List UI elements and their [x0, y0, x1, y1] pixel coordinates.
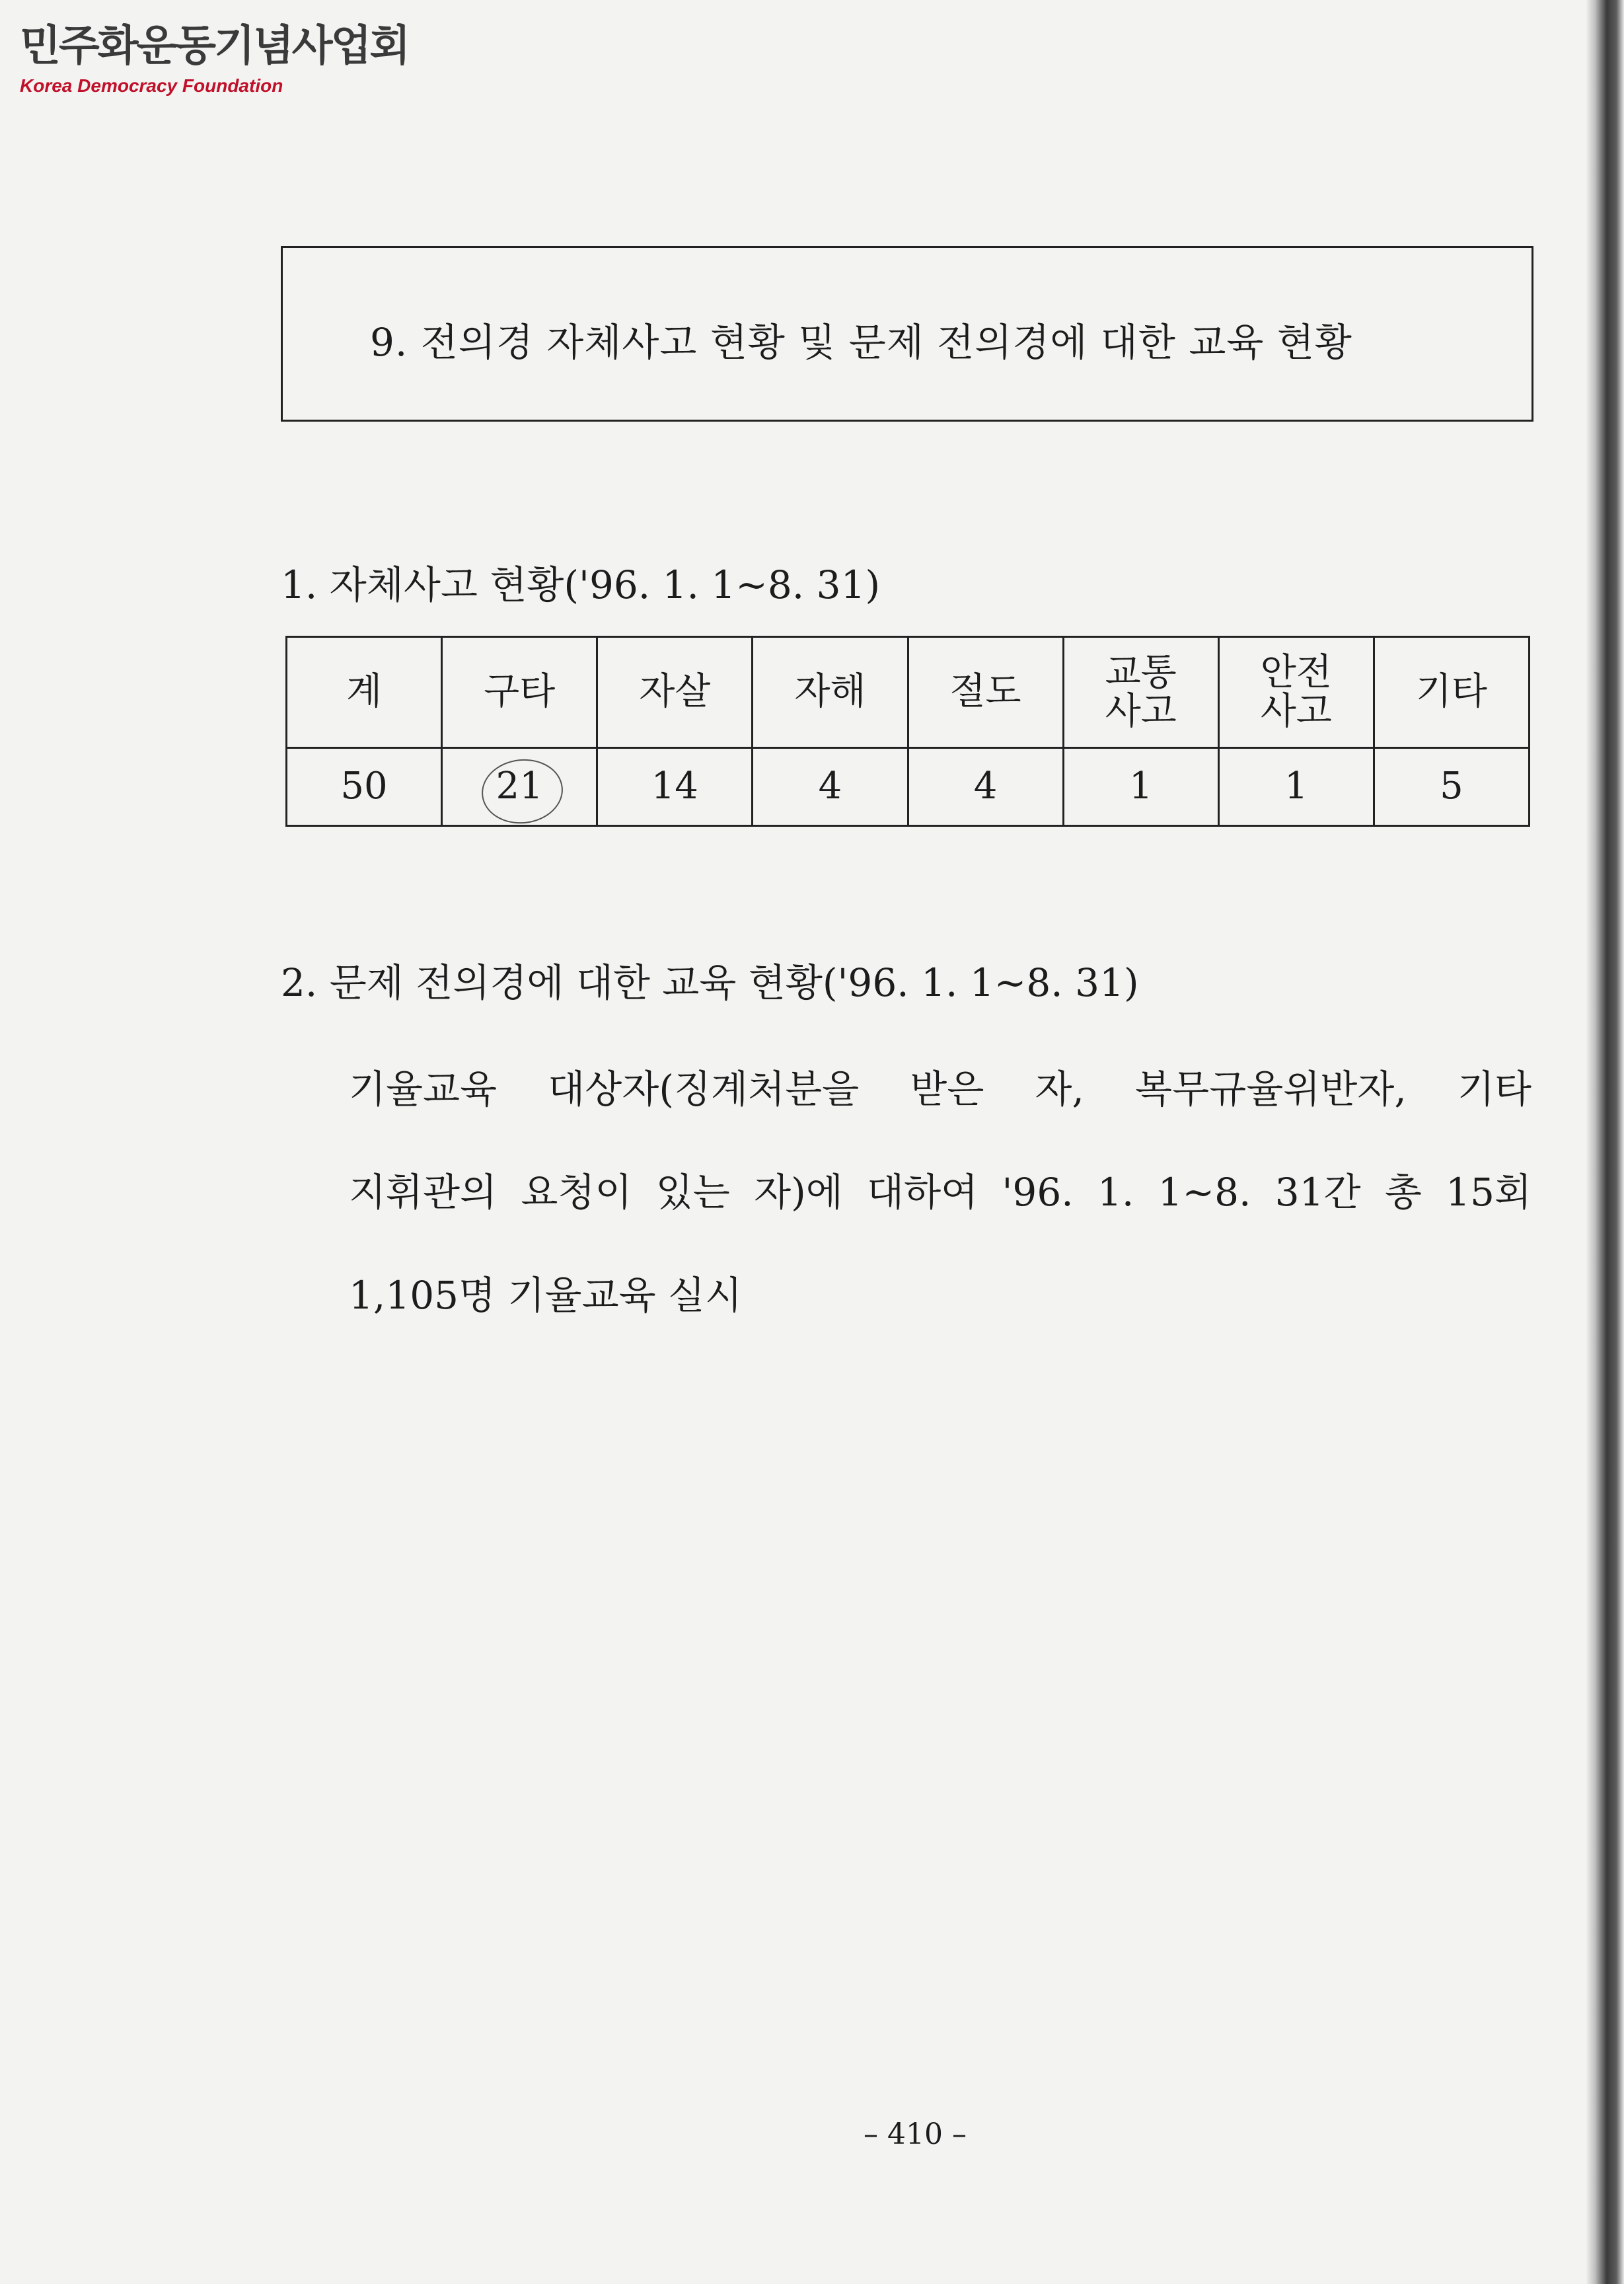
table-value-cell: 14 [597, 748, 753, 826]
paragraph-line: 1,105명 기율교육 실시 [349, 1273, 743, 1318]
section2-paragraph [349, 1038, 1532, 1347]
section1-heading: 1. 자체사고 현황('96. 1. 1~8. 31) [281, 562, 881, 607]
table-value-cell: 4 [753, 748, 908, 826]
table-value-cell: 50 [287, 748, 442, 826]
table-header-cell: 안전 사고 [1218, 637, 1374, 748]
table-header-cell: 절도 [908, 637, 1063, 748]
section2-heading: 2. 문제 전의경에 대한 교육 현황('96. 1. 1~8. 31) [281, 960, 1139, 1005]
page-number: – 410 – [864, 2117, 967, 2151]
logo-korean-text: 민주화운동기념사업회 [20, 22, 409, 71]
table-header-cell: 교통 사고 [1063, 637, 1218, 748]
table-header-row [287, 637, 1530, 748]
circled-value: 21 [496, 765, 543, 808]
table-value-row [287, 748, 1530, 826]
foundation-logo [20, 22, 409, 96]
table-header-cell: 기타 [1374, 637, 1529, 748]
document-title: 9. 전의경 자체사고 현황 및 문제 전의경에 대한 교육 현황 [370, 320, 1352, 365]
table-header-cell: 자살 [597, 637, 753, 748]
table-value-cell [442, 748, 597, 826]
table-value-cell: 4 [908, 748, 1063, 826]
table-header-cell: 구타 [442, 637, 597, 748]
title-box [281, 246, 1533, 422]
logo-english-text: Korea Democracy Foundation [20, 75, 283, 96]
table-value-cell: 1 [1063, 748, 1218, 826]
table-value-cell: 5 [1374, 748, 1529, 826]
incident-stats-table [285, 636, 1530, 827]
table-header-cell: 계 [287, 637, 442, 748]
scan-edge-shadow [1586, 0, 1624, 2284]
paragraph-line: 기율교육 대상자(징계처분을 받은 자, 복무규율위반자, 기타 [349, 1067, 1532, 1112]
paragraph-line: 지휘관의 요청이 있는 자)에 대하여 '96. 1. 1~8. 31간 총 15회 [349, 1170, 1532, 1215]
table-header-cell: 자해 [753, 637, 908, 748]
table-value-cell: 1 [1218, 748, 1374, 826]
